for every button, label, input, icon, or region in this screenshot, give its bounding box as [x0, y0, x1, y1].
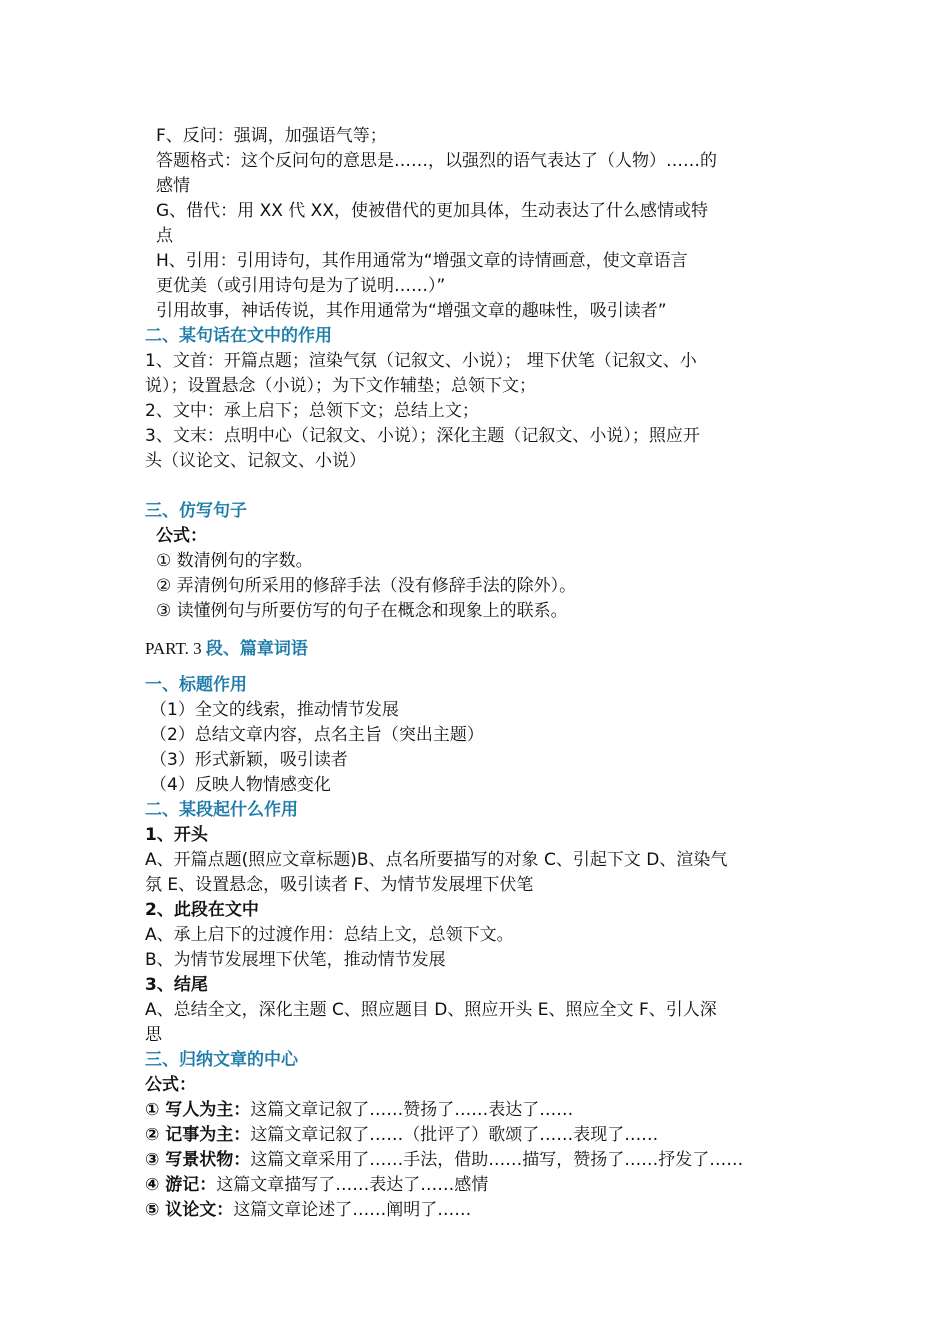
answer-format-cont: 感情: [156, 176, 190, 196]
section-heading-central-idea: 三、归纳文章的中心: [145, 1050, 298, 1070]
answer-format-line: 答题格式：这个反问句的意思是……，以强烈的语气表达了（人物）……的: [156, 151, 717, 171]
section-heading-imitation: 三、仿写句子: [145, 501, 247, 521]
part-title-text: 段、篇章词语: [205, 639, 308, 659]
rhetoric-question-line: F、反问：强调，加强语气等；: [156, 126, 387, 146]
central-formula-label: 公式：: [145, 1075, 196, 1095]
title-role-3: （3）形式新颖，吸引读者: [150, 750, 348, 770]
section-heading-sentence-role: 二、某句话在文中的作用: [145, 326, 332, 346]
paragraph-middle-line-a: A、承上启下的过渡作用：总结上文，总领下文。: [145, 925, 514, 945]
formula-item-3: ③ 读懂例句与所要仿写的句子在概念和现象上的联系。: [156, 601, 568, 621]
central-formula-3-value: 这篇文章采用了……手法，借助……描写，赞扬了……抒发了……: [250, 1150, 744, 1170]
section-heading-paragraph-role: 二、某段起什么作用: [145, 800, 298, 820]
central-formula-4-key: ④ 游记：: [145, 1175, 217, 1195]
central-formula-2-value: 这篇文章记叙了……（批评了）歌颂了……表现了……: [250, 1125, 659, 1145]
formula-item-1: ① 数清例句的字数。: [156, 551, 313, 571]
quotation-story-line: 引用故事，神话传说，其作用通常为“增强文章的趣味性，吸引读者”: [156, 301, 667, 321]
paragraph-middle-line-b: B、为情节发展埋下伏笔，推动情节发展: [145, 950, 446, 970]
central-formula-5-key: ⑤ 议论文：: [145, 1200, 234, 1220]
title-role-1: （1）全文的线索，推动情节发展: [150, 700, 399, 720]
paragraph-end-heading: 3、结尾: [145, 975, 208, 995]
title-role-2: （2）总结文章内容，点名主旨（突出主题）: [150, 725, 484, 745]
sentence-role-start: 1、文首：开篇点题；渲染气氛（记叙文、小说）； 埋下伏笔（记叙文、小: [145, 351, 697, 371]
metonymy-line: G、借代：用 XX 代 XX，使被借代的更加具体，生动表达了什么感情或特: [156, 201, 708, 221]
part-prefix: PART. 3: [145, 639, 206, 658]
paragraph-start-heading: 1、开头: [145, 825, 208, 845]
central-formula-4-value: 这篇文章描写了……表达了……感情: [216, 1175, 489, 1195]
sentence-role-start-cont: 说）；设置悬念（小说）；为下文作辅垫；总领下文；: [145, 376, 536, 396]
sentence-role-end: 3、文末：点明中心（记叙文、小说）；深化主题（记叙文、小说）；照应开: [145, 426, 700, 446]
central-formula-5-value: 这篇文章论述了……阐明了……: [233, 1200, 472, 1220]
title-role-4: （4）反映人物情感变化: [150, 775, 331, 795]
quotation-cont: 更优美（或引用诗句是为了说明……）”: [156, 276, 446, 296]
paragraph-end-line: A、总结全文，深化主题 C、照应题目 D、照应开头 E、照应全文 F、引人深: [145, 1000, 717, 1020]
paragraph-start-cont: 氛 E、设置悬念，吸引读者 F、为情节发展埋下伏笔: [145, 875, 534, 895]
central-formula-3-key: ③ 写景状物：: [145, 1150, 251, 1170]
paragraph-end-cont: 思: [145, 1025, 162, 1045]
central-formula-1-key: ① 写人为主：: [145, 1100, 251, 1120]
sentence-role-end-cont: 头（议论文、记叙文、小说）: [145, 451, 366, 471]
formula-label: 公式：: [156, 526, 207, 546]
central-formula-2: [145, 1123, 658, 1148]
central-formula-5: [145, 1198, 471, 1223]
central-formula-4: [145, 1173, 488, 1198]
paragraph-start-line: A、开篇点题(照应文章标题)B、点名所要描写的对象 C、引起下文 D、渲染气: [145, 850, 728, 870]
part-title: [145, 636, 308, 661]
section-heading-title-role: 一、标题作用: [145, 675, 247, 695]
central-formula-1: [145, 1098, 573, 1123]
quotation-line: H、引用：引用诗句，其作用通常为“增强文章的诗情画意，使文章语言: [156, 251, 688, 271]
formula-item-2: ② 弄清例句所采用的修辞手法（没有修辞手法的除外）。: [156, 576, 577, 596]
central-formula-3: [145, 1148, 743, 1173]
central-formula-2-key: ② 记事为主：: [145, 1125, 251, 1145]
sentence-role-middle: 2、文中：承上启下；总领下文；总结上文；: [145, 401, 479, 421]
metonymy-cont: 点: [156, 226, 173, 246]
paragraph-middle-heading: 2、此段在文中: [145, 900, 259, 920]
central-formula-1-value: 这篇文章记叙了……赞扬了……表达了……: [250, 1100, 574, 1120]
